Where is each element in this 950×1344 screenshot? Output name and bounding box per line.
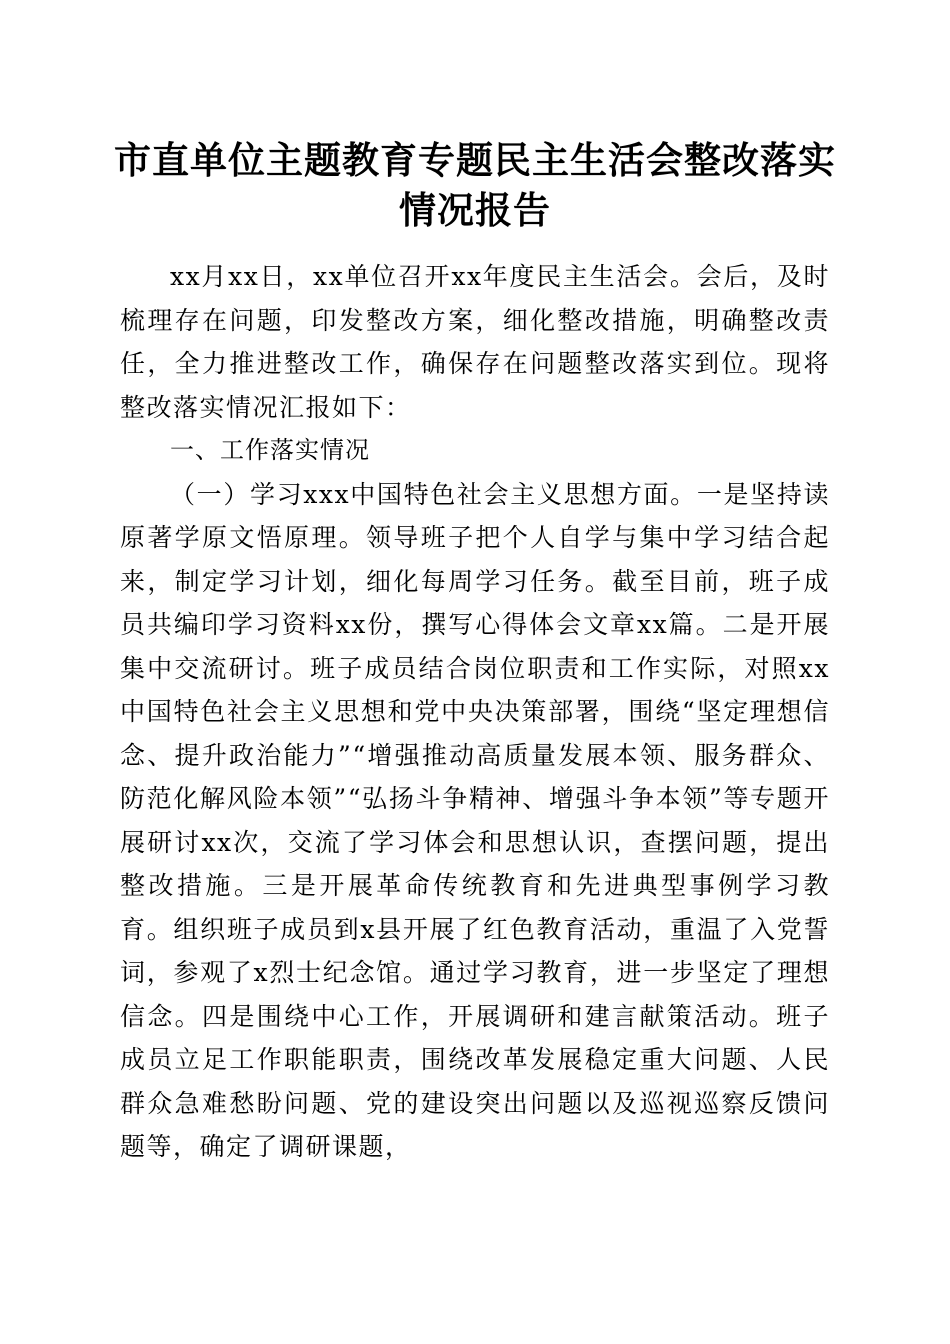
intro-paragraph: xx月xx日，xx单位召开xx年度民主生活会。会后，及时梳理存在问题，印发整改方案，细化整改措施，明确整改责任，全力推进整改工作，确保存在问题整改落实到位。现将整改落实情况汇报如下： (120, 262, 830, 422)
section-paragraph: （一）学习xxx中国特色社会主义思想方面。一是坚持读原著学原文悟原理。领导班子把个人自学与集中学习结合起来，制定学习计划，细化每周学习任务。截至目前，班子成员共编印学习资料xx份，撰写心得体会文章xx篇。二是开展集中交流研讨。班子成员结合岗位职责和工作实际，对照xx中国特色社会主义思想和党中央决策部署，围绕“坚定理想信念、提升政治能力”“增强推动高质量发展本领、服务群众、防范化解风险本领”“弘扬斗争精神、增强斗争本领”等专题开展研讨xx次，交流了学习体会和思想认识，查摆问题，提出整改措施。三是开展革命传统教育和先进典型事例学习教育。组织班子成员到x县开展了红色教育活动，重温了入党誓词，参观了x烈士纪念馆。通过学习教育，进一步坚定了理想信念。四是围绕中心工作，开展调研和建言献策活动。班子成员立足工作职能职责，围绕改革发展稳定重大问题、人民群众急难愁盼问题、党的建设突出问题以及巡视巡察反馈问题等，确定了调研课题， (120, 479, 830, 1161)
section-heading: 一、工作落实情况 (170, 436, 370, 464)
document-body (120, 255, 830, 1169)
document-title: 市直单位主题教育专题民主生活会整改落实情况报告 (114, 138, 836, 232)
